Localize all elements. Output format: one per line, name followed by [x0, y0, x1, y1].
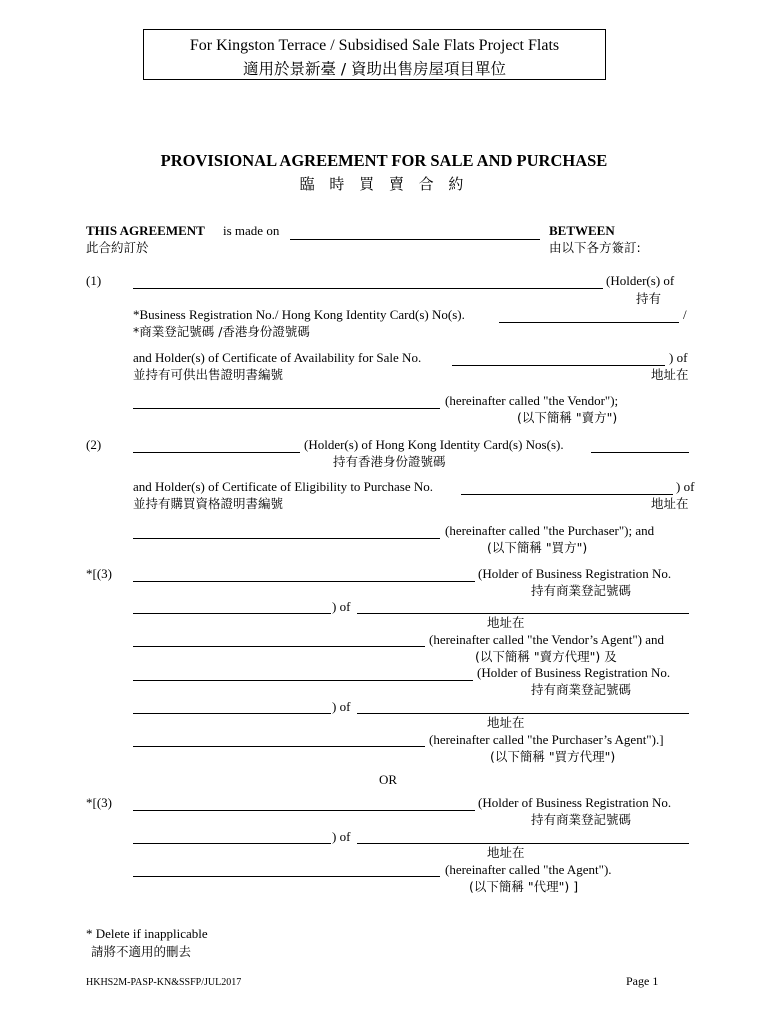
- between-label: BETWEEN: [549, 223, 615, 238]
- this-agreement-label: THIS AGREEMENT: [86, 223, 205, 238]
- party2-cert-label: and Holder(s) of Certificate of Eligibility to Purchase No.: [133, 479, 434, 494]
- party1-br-line[interactable]: [499, 322, 679, 323]
- party2-cert-line[interactable]: [461, 494, 673, 495]
- footnote-zh: 請將不適用的刪去: [91, 944, 192, 959]
- party3b-called-zh: (以下簡稱 "代理") ]: [469, 879, 579, 894]
- party1-slash: /: [683, 307, 687, 322]
- between-label-zh: 由以下各方簽訂:: [549, 240, 641, 255]
- party2-address-zh: 地址在: [651, 496, 689, 511]
- party2-hkid-label-zh: 持有香港身份證號碼: [333, 454, 446, 469]
- party1-number: (1): [86, 273, 102, 288]
- party3a-holder-br-2-zh: 持有商業登記號碼: [531, 682, 632, 697]
- party3a-br-line[interactable]: [133, 613, 331, 614]
- header-box: [143, 29, 606, 80]
- party2-of: ) of: [676, 479, 695, 494]
- header-line-zh: 適用於景新臺 / 資助出售房屋項目單位: [242, 60, 507, 78]
- party2-hkid-label: (Holder(s) of Hong Kong Identity Card(s) Nos(s).: [304, 437, 564, 452]
- party3a-of: ) of: [332, 599, 351, 614]
- party3a-of-2: ) of: [332, 699, 351, 714]
- party3b-br-line[interactable]: [133, 843, 331, 844]
- party1-address-zh: 地址在: [651, 367, 689, 382]
- party3a-called-2: (hereinafter called "the Purchaser’s Agent").]: [429, 732, 664, 747]
- party2-cert-label-zh: 並持有購買資格證明書編號: [133, 496, 284, 511]
- header-line-en: For Kingston Terrace / Subsidised Sale Flats Project Flats: [189, 37, 560, 54]
- party3a-called-zh: (以下簡稱 "賣方代理") 及: [475, 649, 617, 664]
- party3a-address-line-2[interactable]: [133, 646, 425, 647]
- party1-called-zh: (以下簡稱 "賣方"): [517, 410, 618, 425]
- party1-address-line[interactable]: [133, 408, 440, 409]
- party3a-called-2-zh: (以下簡稱 "買方代理"): [490, 749, 616, 764]
- party1-of: ) of: [669, 350, 688, 365]
- party3b-called: (hereinafter called "the Agent").: [445, 862, 612, 877]
- made-on-label: is made on: [223, 223, 280, 238]
- party2-name-line[interactable]: [133, 452, 300, 453]
- page-number: Page 1: [626, 974, 659, 988]
- party1-cert-label: and Holder(s) of Certificate of Availability for Sale No.: [133, 350, 422, 365]
- party1-cert-label-zh: 並持有可供出售證明書編號: [133, 367, 284, 382]
- document-code: HKHS2M-PASP-KN&SSFP/JUL2017: [86, 977, 242, 988]
- party3b-address-zh: 地址在: [487, 845, 525, 860]
- document-title-zh: 臨 時 買 賣 合 約: [299, 175, 469, 193]
- party3a-holder-br-zh: 持有商業登記號碼: [531, 583, 632, 598]
- party3b-holder-br: (Holder of Business Registration No.: [478, 795, 672, 810]
- or-separator: OR: [379, 772, 398, 787]
- date-field-line[interactable]: [290, 239, 540, 240]
- party1-name-line[interactable]: [133, 288, 603, 289]
- party3b-of: ) of: [332, 829, 351, 844]
- party3b-name-line[interactable]: [133, 810, 475, 811]
- intro-label-zh: 此合約訂於: [86, 240, 149, 255]
- party3b-holder-br-zh: 持有商業登記號碼: [531, 812, 632, 827]
- party3a-address-line-4[interactable]: [133, 746, 425, 747]
- party3b-address-line-2[interactable]: [133, 876, 440, 877]
- party3a-address-line[interactable]: [357, 613, 689, 614]
- party1-br-label-zh: *商業登記號碼 /香港身份證號碼: [133, 324, 310, 339]
- party3a-holder-br-2: (Holder of Business Registration No.: [477, 665, 671, 680]
- party3a-address-2-zh: 地址在: [487, 715, 525, 730]
- party1-br-label: *Business Registration No./ Hong Kong Identity Card(s) No(s).: [133, 307, 465, 322]
- party3a-number: *[(3): [86, 566, 112, 581]
- party3a-name-line[interactable]: [133, 581, 475, 582]
- party3a-address-zh: 地址在: [487, 615, 525, 630]
- party1-cert-line[interactable]: [452, 365, 665, 366]
- party3a-called: (hereinafter called "the Vendor’s Agent") and: [429, 632, 665, 647]
- party1-holder-of: (Holder(s) of: [606, 273, 675, 288]
- party2-called-zh: (以下簡稱 "買方"): [487, 540, 588, 555]
- party1-called: (hereinafter called "the Vendor");: [445, 393, 619, 408]
- footnote: * Delete if inapplicable: [86, 926, 208, 941]
- party2-address-line[interactable]: [133, 538, 440, 539]
- party3b-address-line[interactable]: [357, 843, 689, 844]
- party2-hkid-line[interactable]: [591, 452, 689, 453]
- party3a-name-line-2[interactable]: [133, 680, 473, 681]
- party3a-address-line-3[interactable]: [357, 713, 689, 714]
- document-title: PROVISIONAL AGREEMENT FOR SALE AND PURCHASE: [160, 151, 608, 170]
- party3a-br-line-2[interactable]: [133, 713, 331, 714]
- party2-number: (2): [86, 437, 102, 452]
- party2-called: (hereinafter called "the Purchaser"); and: [445, 523, 655, 538]
- party3b-number: *[(3): [86, 795, 112, 810]
- party1-holder-of-zh: 持有: [636, 291, 662, 306]
- party3a-holder-br: (Holder of Business Registration No.: [478, 566, 672, 581]
